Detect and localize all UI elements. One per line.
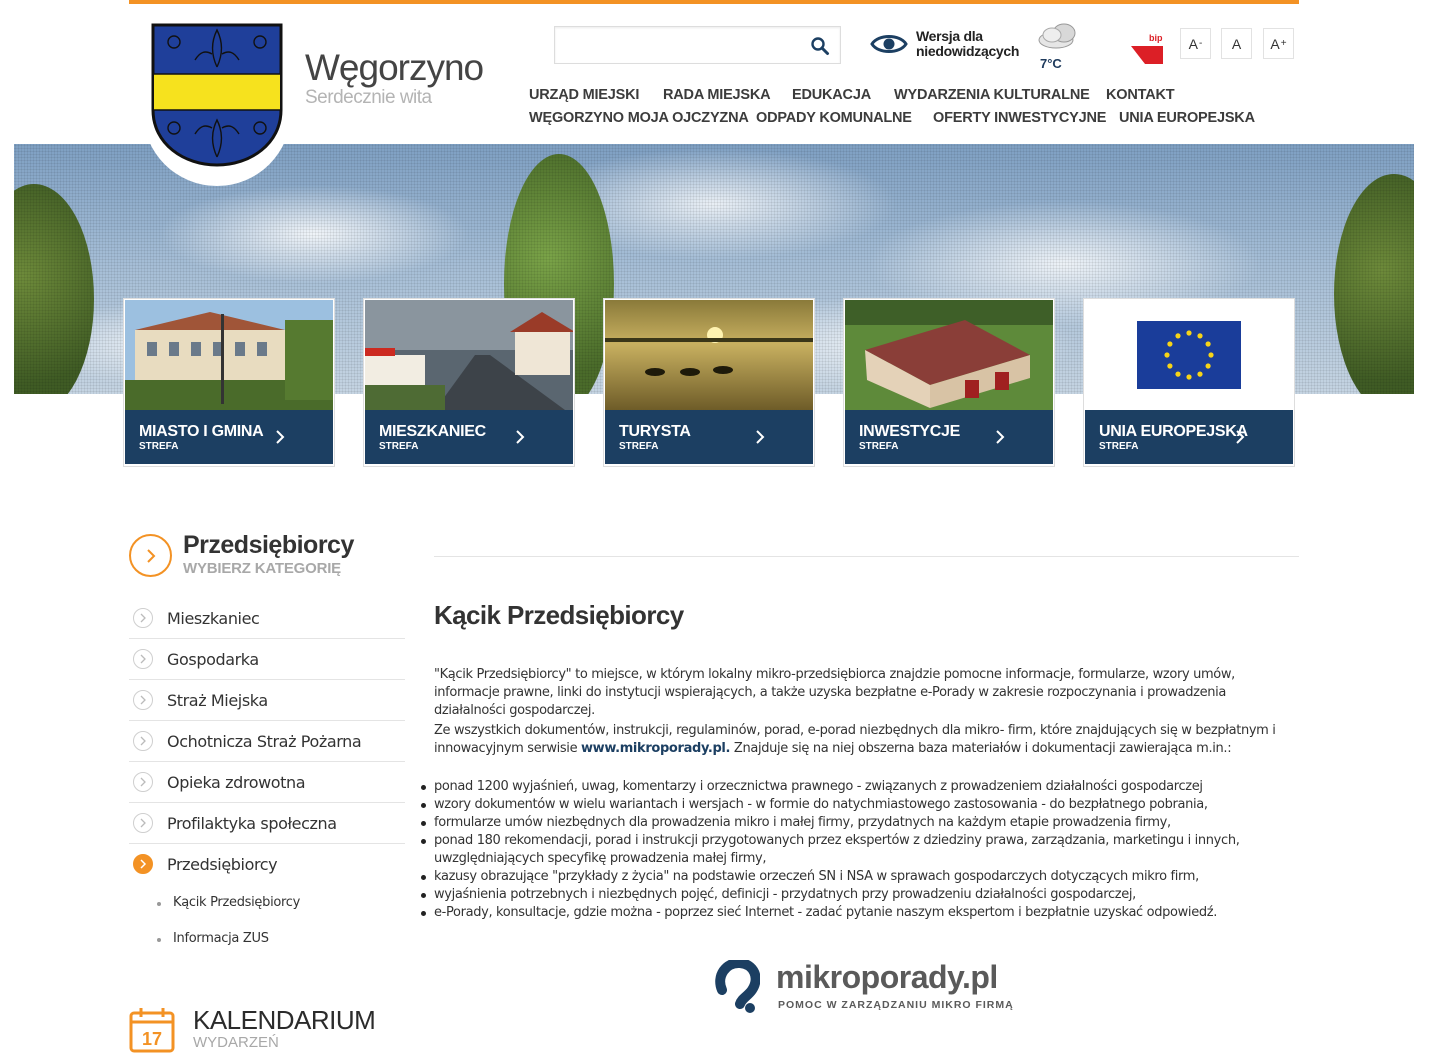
category-label: Przedsiębiorcy	[167, 855, 278, 874]
calendar-title[interactable]: KALENDARIUM	[193, 1005, 376, 1035]
tile-inwestycje[interactable]	[844, 299, 1054, 466]
eu-star-icon	[1197, 333, 1202, 338]
tile-bar	[605, 410, 813, 464]
category-item-profilaktyka-spoleczna[interactable]	[129, 803, 405, 844]
search-icon[interactable]	[810, 36, 830, 56]
search-box	[554, 26, 841, 64]
category-label: Opieka zdrowotna	[167, 773, 306, 792]
category-label: Ochotnicza Straż Pożarna	[167, 732, 362, 751]
partner-name[interactable]: mikroporady.pl	[776, 959, 998, 995]
tree-right-image	[1334, 174, 1414, 394]
category-item-przedsiebiorcy[interactable]	[129, 844, 405, 885]
crest-container	[143, 4, 291, 186]
sidebar-subtitle: WYBIERZ KATEGORIĘ	[183, 560, 341, 577]
tile-bar	[1085, 410, 1293, 464]
town-hall-photo	[125, 300, 333, 410]
chevron-circle-icon	[133, 608, 153, 628]
subcategory-label: Kącik Przedsiębiorcy	[173, 895, 301, 910]
calendar-subtitle: WYDARZEŃ	[193, 1034, 279, 1051]
category-list	[129, 598, 405, 885]
chevron-circle-icon	[133, 731, 153, 751]
tile-title: MIESZKANIEC	[379, 423, 486, 440]
content-divider	[434, 556, 1299, 557]
chevron-circle-active-icon	[133, 854, 153, 874]
chevron-right-icon	[511, 428, 529, 446]
font-normal-label: A	[1231, 35, 1242, 52]
search-input[interactable]	[561, 33, 801, 57]
tile-mieszkaniec[interactable]	[364, 299, 574, 466]
tile-turysta[interactable]	[604, 299, 814, 466]
category-label: Straż Miejska	[167, 691, 268, 710]
tile-subtitle: STREFA	[619, 441, 659, 452]
eu-star-icon	[1186, 330, 1191, 335]
sidebar-title: Przedsiębiorcy	[183, 531, 354, 559]
nav-odpady-komunalne[interactable]: ODPADY KOMUNALNE	[756, 110, 912, 126]
tile-miasto-i-gmina[interactable]	[124, 299, 334, 466]
low-vision-toggle[interactable]	[870, 29, 1026, 59]
tile-title: INWESTYCJE	[859, 423, 961, 440]
lake-swans-photo	[605, 300, 813, 410]
site-title[interactable]: Węgorzyno	[305, 47, 484, 88]
list-item: e-Porady, konsultacje, gdzie można - poprzez sieć Internet - zadać pytanie naszym ekspertom i bezpłatnie uzyskać odpowiedź.	[434, 904, 1299, 922]
list-item: kazusy obrazujące "przykłady z życia" na podstawie orzeczeń SN i NSA w sprawach gospodarczych dotyczących mikro firm,	[434, 868, 1299, 886]
category-item-opieka-zdrowotna[interactable]	[129, 762, 405, 803]
page-title: Kącik Przedsiębiorcy	[434, 600, 684, 630]
fire-station-photo	[845, 300, 1053, 410]
list-item: ponad 1200 wyjaśnień, uwag, komentarzy i orzecznictwa prawnego - związanych z prowadzeniem działalności gospodarczej	[434, 778, 1299, 796]
eu-star-icon	[1167, 341, 1172, 346]
font-decrease-label: A	[1188, 35, 1198, 52]
tile-subtitle: STREFA	[139, 441, 179, 452]
tile-subtitle: STREFA	[1099, 441, 1139, 452]
category-item-gospodarka[interactable]	[129, 639, 405, 680]
nav-wydarzenia-kulturalne[interactable]: WYDARZENIA KULTURALNE	[894, 87, 1090, 103]
subcategory-informacja-zus[interactable]	[158, 931, 269, 946]
category-item-straz-miejska[interactable]	[129, 680, 405, 721]
partner-tagline: POMOC W ZARZĄDZANIU MIKRO FIRMĄ	[778, 999, 1014, 1011]
weather-temperature: 7°C	[1040, 56, 1062, 71]
nav-edukacja[interactable]: EDUKACJA	[792, 87, 871, 103]
eu-star-icon	[1206, 341, 1211, 346]
tile-title: MIASTO I GMINA	[139, 423, 264, 440]
subcategory-kacik-przedsiebiorcy[interactable]	[158, 895, 300, 910]
eu-star-icon	[1164, 352, 1169, 357]
chevron-circle-icon	[133, 813, 153, 833]
tile-unia-europejska[interactable]	[1084, 299, 1294, 466]
calendar-icon	[129, 1007, 175, 1053]
category-item-mieszkaniec[interactable]	[129, 598, 405, 639]
list-item: ponad 180 rekomendacji, porad i instrukcji przygotowanych przez ekspertów z dziedziny prawa, zarządzania, marketingu i innych, uwzględniających specyfikę prowadzenia małej firmy,	[434, 832, 1299, 868]
section-chevron-icon	[129, 534, 172, 577]
nav-rada-miejska[interactable]: RADA MIEJSKA	[663, 87, 771, 103]
nav-kontakt[interactable]: KONTAKT	[1106, 87, 1175, 103]
category-label: Gospodarka	[167, 650, 259, 669]
chevron-circle-icon	[133, 649, 153, 669]
list-item: formularze umów niezbędnych dla prowadzenia mikro i małej firmy, przydatnych na każdym etapie prowadzenia firmy,	[434, 814, 1299, 832]
tile-title: TURYSTA	[619, 423, 691, 440]
tree-left-image	[14, 184, 94, 394]
paragraph-text: Ze wszystkich dokumentów, instrukcji, regulaminów, porad, e-porad niezbędnych dla mikro- firm, które znajdujących się w bezpłatnym i innowacyjnym serwisie	[434, 723, 1276, 756]
mikroporady-link[interactable]: www.mikroporady.pl.	[581, 741, 731, 756]
calendar-day: 17	[141, 1029, 163, 1049]
chevron-right-icon	[751, 428, 769, 446]
font-increase-button[interactable]	[1263, 28, 1294, 59]
feature-list	[434, 778, 1299, 922]
chevron-right-icon	[991, 428, 1009, 446]
nav-unia-europejska[interactable]: UNIA EUROPEJSKA	[1119, 110, 1255, 126]
tile-bar	[125, 410, 333, 464]
nav-wegorzyno-moja-ojczyzna[interactable]: WĘGORZYNO MOJA OJCZYZNA	[529, 110, 749, 126]
site-subtitle: Serdecznie wita	[305, 87, 432, 108]
nav-urzad-miejski[interactable]: URZĄD MIEJSKI	[529, 87, 640, 103]
tile-title: UNIA EUROPEJSKA	[1099, 423, 1248, 440]
font-increase-label: A	[1270, 35, 1280, 52]
bip-logo-icon[interactable]	[1131, 30, 1165, 66]
tile-subtitle: STREFA	[859, 441, 899, 452]
chevron-right-icon	[1231, 428, 1249, 446]
tile-bar	[845, 410, 1053, 464]
font-decrease-sign: -	[1199, 38, 1203, 49]
top-accent-line	[129, 0, 1299, 4]
eu-star-icon	[1206, 363, 1211, 368]
eu-star-icon	[1186, 374, 1191, 379]
list-item: wzory dokumentów w wielu wariantach i wersjach - w formie do natychmiastowego zastosowania - do bezpłatnego pobrania,	[434, 796, 1299, 814]
list-item: wyjaśnienia potrzebnych i niezbędnych pojęć, definicji - przydatnych przy prowadzeniu działalności gospodarczej,	[434, 886, 1299, 904]
font-increase-sign: +	[1280, 38, 1287, 49]
category-label: Profilaktyka społeczna	[167, 814, 337, 833]
font-normal-button[interactable]	[1221, 28, 1252, 59]
eu-star-icon	[1175, 372, 1180, 377]
low-vision-label: Wersja dla niedowidzących	[916, 28, 1020, 59]
cloud-weather-icon	[1036, 20, 1082, 52]
category-label: Mieszkaniec	[167, 609, 260, 628]
subcategory-label: Informacja ZUS	[173, 931, 269, 946]
paragraph-text: Znajduje się na niej obszerna baza materiałów i dokumentacji zawierająca m.in.:	[730, 741, 1232, 756]
chevron-circle-icon	[133, 690, 153, 710]
tile-subtitle: STREFA	[379, 441, 419, 452]
intro-paragraph: "Kącik Przedsiębiorcy" to miejsce, w którym lokalny mikro-przedsiębiorca znajdzie pomocne informacje, formularze, wzory umów, informacje prawne, linki do instytucji wspierających, a także uzyska bezpłatne e-Porady w zakresie rozpoczynania i prowadzenia działalności gospodarczej.	[434, 667, 1235, 718]
eu-star-icon	[1175, 333, 1180, 338]
chevron-circle-icon	[133, 772, 153, 792]
chevron-right-icon	[271, 428, 289, 446]
nav-oferty-inwestycyjne[interactable]: OFERTY INWESTYCYJNE	[933, 110, 1107, 126]
eu-star-icon	[1167, 363, 1172, 368]
font-decrease-button[interactable]	[1180, 28, 1211, 59]
tile-bar	[365, 410, 573, 464]
eu-flag-icon	[1085, 300, 1293, 410]
eu-star-icon	[1197, 372, 1202, 377]
bip-label: bip	[1149, 33, 1163, 43]
mikroporady-logo-icon[interactable]	[714, 960, 760, 1016]
second-paragraph	[434, 722, 1299, 758]
category-item-ochotnicza-straz-pozarna[interactable]	[129, 721, 405, 762]
eye-icon	[870, 30, 908, 58]
eu-star-icon	[1208, 352, 1213, 357]
street-photo	[365, 300, 573, 410]
coat-of-arms-icon[interactable]	[150, 22, 284, 168]
